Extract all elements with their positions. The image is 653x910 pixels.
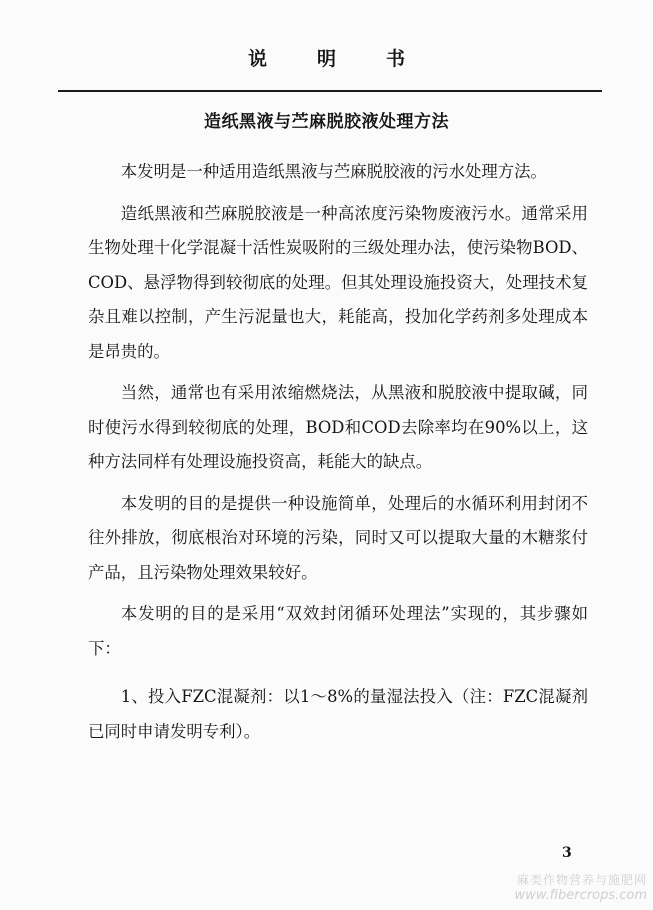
document-title: 造纸黑液与苎麻脱胶液处理方法 (204, 112, 449, 132)
header-divider (58, 90, 602, 92)
page-number: 3 (562, 845, 572, 861)
paragraph: 本发明是一种适用造纸黑液与苎麻脱胶液的污水处理方法。 (120, 162, 547, 181)
page-header: 说明书 (247, 48, 455, 70)
document-body (88, 155, 588, 756)
paragraph: 当然，通常也有采用浓缩燃烧法，从黑液和脱胶液中提取碱，同时使污水得到较彻底的处理，BOD和COD去除率均在90%以上，这种方法同样有处理设施投资高，耗能大的缺点。 (88, 383, 588, 471)
paragraph: 本发明的目的是提供一种设施简单，处理后的水循环利用封闭不往外排放，彻底根治对环境的污染，同时又可以提取大量的木糖浆付产品，且污染物处理效果较好。 (88, 493, 588, 582)
watermark-url: www.fibercrops.com (514, 888, 647, 903)
watermark-site-name: 麻类作物营养与施肥网 (516, 873, 647, 887)
step-item: 1、投入FZC混凝剂：以1～8%的量湿法投入（注：FZC混凝剂已同时申请发明专利）。 (88, 687, 588, 741)
paragraph: 本发明的目的是采用“双效封闭循环处理法”实现的，其步骤如下： (88, 604, 588, 658)
watermark (514, 872, 647, 904)
paragraph: 造纸黑液和苎麻脱胶液是一种高浓度污染物废液污水。通常采用生物处理十化学混凝十活性炭吸附的三级处理办法，使污染物BOD、COD、悬浮物得到较彻底的处理。但其处理设施投资大，处理技术复杂且难以控制，产生污泥量也大，耗能高，投加化学药剂多处理成本是昂贵的。 (88, 203, 588, 361)
